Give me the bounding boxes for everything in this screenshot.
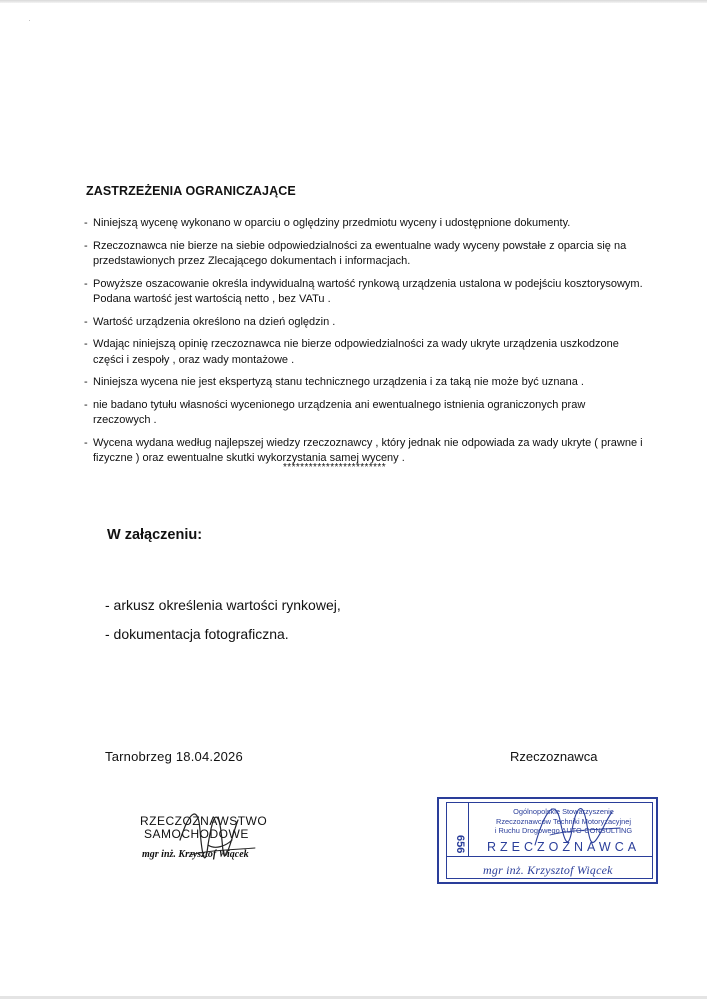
dash-bullet: - <box>84 239 88 252</box>
dash-bullet: - <box>84 376 88 388</box>
list-item <box>84 216 644 232</box>
scan-top-edge <box>0 0 707 3</box>
list-item-text: Powyższe oszacowanie określa indywidualną wartość rynkową urządzenia ustalona w podejściu kosztorysowym. Podana wartość jest wartością netto , bez VATu . <box>93 277 643 305</box>
stamp-org-line-3: i Ruchu Drogowego AUTO-CONSULTING <box>494 826 633 835</box>
stamp-line-1: RZECZOZNAWSTWO <box>140 814 268 828</box>
list-item <box>84 239 644 270</box>
section-title: ZASTRZEŻENIA OGRANICZAJĄCE <box>86 184 296 198</box>
place-date: Tarnobrzeg 18.04.2026 <box>105 749 243 764</box>
stamp-line-2: SAMOCHODOWE <box>144 827 249 841</box>
dash-bullet: - <box>84 398 88 411</box>
dash-bullet: - <box>84 315 88 328</box>
attachments-list <box>105 591 341 649</box>
attachment-item: - dokumentacja fotograficzna. <box>105 626 289 642</box>
expert-label: Rzeczoznawca <box>510 749 598 764</box>
dash-bullet: - <box>84 217 88 229</box>
list-item <box>84 375 644 391</box>
dash-bullet: - <box>84 277 88 290</box>
stamp-inner-frame <box>446 802 653 879</box>
list-item-text: Rzeczoznawca nie bierze na siebie odpowiedzialności za ewentualne wady wyceny powstałe z oparcia się na przedstawionych przez Zlecającego dokumentach i informacjach. <box>93 239 627 267</box>
company-stamp <box>140 815 280 875</box>
list-item-text: Niniejsza wycena nie jest ekspertyzą stanu technicznego urządzenia i za taką nie może być uznana . <box>93 376 584 388</box>
stamp-org-line-2: Rzeczoznawców Techniki Motoryzacyjnej <box>495 816 631 826</box>
stamp-name: mgr inż. Krzysztof Wiącek <box>142 849 249 860</box>
stamp-org-line-1: Ogólnopolskie Stowarzyszenie <box>513 807 614 816</box>
list-item <box>84 315 644 331</box>
stamp-name: mgr inż. Krzysztof Wiącek <box>483 863 613 877</box>
list-item-text: Wartość urządzenia określono na dzień oględzin . <box>93 315 336 328</box>
list-item-text: Wycena wydana według najlepszej wiedzy rzeczoznawcy , który jednak nie odpowiada za wady ukryte ( prawne i fizyczne ) oraz ewentualne skutki wykorzystania samej wyceny . <box>93 436 643 464</box>
list-item <box>84 277 644 308</box>
association-stamp <box>437 797 658 884</box>
list-item <box>84 337 644 368</box>
stamp-divider <box>468 856 652 857</box>
list-item-text: Niniejszą wycenę wykonano w oparciu o oględziny przedmiotu wyceny i udostępnione dokumenty. <box>93 217 571 229</box>
stamp-number-box <box>447 803 469 857</box>
attachments-title: W załączeniu: <box>107 527 203 543</box>
separator-stars: ************************ <box>283 462 386 473</box>
dash-bullet: - <box>84 338 88 350</box>
stamp-title: RZECZOZNAWCA <box>487 840 641 854</box>
list-item <box>84 398 644 429</box>
dash-bullet: - <box>84 436 88 449</box>
limitations-list <box>84 216 644 474</box>
attachment-item: - arkusz określenia wartości rynkowej, <box>105 597 341 613</box>
stamp-organization <box>471 807 656 836</box>
list-item-text: nie badano tytułu własności wycenionego urządzenia ani ewentualnego istnienia ograniczonych praw rzeczowych . <box>93 398 586 426</box>
list-item-text: Wdając niniejszą opinię rzeczoznawca nie bierze odpowiedzialności za wady ukryte urządzenia uszkodzone części i zespoły , oraz wady montażowe . <box>93 338 619 366</box>
scan-mark-icon: · <box>28 15 31 25</box>
stamp-number: 656 <box>454 835 466 854</box>
